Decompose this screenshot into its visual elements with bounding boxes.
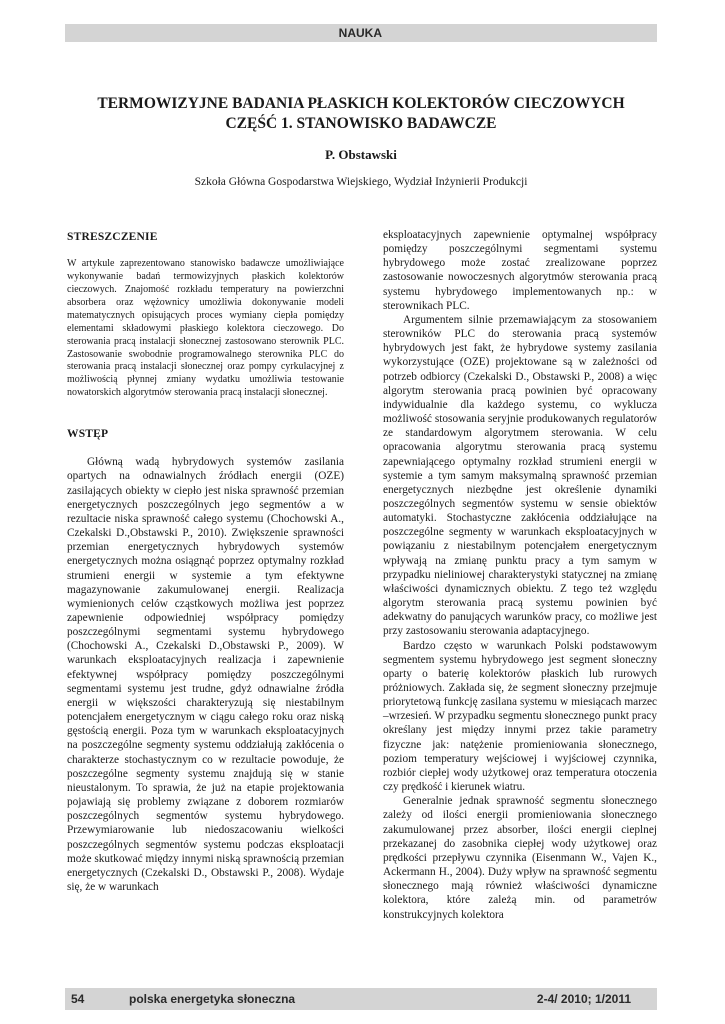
affiliation: Szkoła Główna Gospodarstwa Wiejskiego, Wydział Inżynierii Produkcji bbox=[194, 176, 528, 188]
intro-heading: WSTĘP bbox=[67, 428, 109, 441]
footer-bar bbox=[65, 988, 657, 1010]
paragraph: Argumentem silnie przemawiającym za stosowaniem sterowników PLC do sterowania pracą systemów hybrydowych jest fakt, że hybrydowe systemy zasilania wykorzystujące (OZE) projektowane są w zależności od potrzeb odbiorcy (Czekalski D., Obstawski P., 2008) a więc algorytm sterowania pracą powinien być opracowany indywidualnie dla każdego systemu, co wyklucza możliwość stosowania seryjnie produkowanych regulatorów ze standardowym algorytmem sterowania. W celu opracowania algorytmu sterowania pracą systemu zapewniającego optymalny rozkład strumieni energii w systemie a tym samym maksymalną sprawność przemian energetycznych niezbędne jest określenie dynamiki poszczególnych segmentów systemu w sensie obiektów automatyki. Stochastyczne zakłócenia oddziałujące na poszczególne segmenty w warunkach eksploatacyjnych w powiązaniu z niestabilnym potencjałem energetycznym wpływają na zmianę punktu pracy a tym samym w przypadku nieliniowej charakterystyki statycznej na zmianę właściwości dynamicznych obiektu. Z tego też względu algorytm sterowania pracą systemu powinien być adekwatny do panujących warunków pracy, co możliwe jest przy zastosowaniu sterowania adaptacyjnego. bbox=[383, 313, 657, 638]
paragraph: Bardzo często w warunkach Polski podstawowym segmentem systemu hybrydowego jest segment słoneczny oparty o baterię kolektorów płaskich lub rurowych próżniowych. Zakłada się, że segment słoneczny przejmuje priorytetową funkcję zasilana systemu w miesiącach marzec –wrzesień. W przypadku segmentu słonecznego punkt pracy określany jest między innymi przez takie parametry fizyczne jak: natężenie promieniowania słonecznego, poziom temperatury wejściowej i wyjściowej czynnika, rozbiór ciepłej wody użytkowej oraz temperatura otoczenia czy prędkość i kierunek wiatru. bbox=[383, 639, 657, 794]
issue-number: 2-4/ 2010; 1/2011 bbox=[536, 992, 631, 1006]
paragraph: eksploatacyjnych zapewnienie optymalnej współpracy pomiędzy poszczególnymi segmentami systemu hybrydowego może zostać zrealizowane poprzez zastosowanie nowoczesnych algorytmów sterowania pracą systemu hybrydowego implementowanych np.: w sterownikach PLC. bbox=[383, 229, 657, 312]
title-line-1: TERMOWIZYJNE BADANIA PŁASKICH KOLEKTORÓW CIECZOWYCH bbox=[97, 95, 625, 112]
section-header-bar bbox=[65, 24, 657, 42]
page-number: 54 bbox=[71, 992, 85, 1006]
abstract-text: W artykule zaprezentowano stanowisko badawcze umożliwiające wykonywanie badań termowizyjnych płaskich kolektorów cieczowych. Znajomość rozkładu temperatury na powierzchni absorbera oraz wężownicy umożliwia dokonywanie modeli matematycznych opisujących proces wymiany ciepła pomiędzy elementami składowymi płaskiego kolektora cieczowego. Do sterowania pracą instalacji słonecznej zastosowano sterownik PLC. Zastosowanie swobodnie programowalnego sterownika PLC do sterowania pracą instalacji słonecznej oraz pompy cyrkulacyjnej z możliwością płynnej zmiany wydatku umożliwia testowanie nowatorskich algorytmów sterowania pracą instalacji słonecznej. bbox=[67, 258, 344, 399]
article-title bbox=[65, 94, 657, 134]
section-label: NAUKA bbox=[338, 26, 382, 40]
journal-name: polska energetyka słoneczna bbox=[129, 992, 296, 1006]
paragraph: Generalnie jednak sprawność segmentu słonecznego zależy od ilości energii promieniowania słonecznego zakumulowanej przez absorber, ilości energii cieplnej przekazanej do zasobnika ciepłej wody użytkowej oraz prędkości przepływu czynnika (Eisenmann W., Vajen K., Ackermann H., 2004). Duży wpływ na sprawność segmentu słonecznego mają również właściwości dynamiczne kolektora, które zależą min. od parametrów konstrukcyjnych kolektora bbox=[383, 795, 657, 921]
title-line-2: CZĘŚĆ 1. STANOWISKO BADAWCZE bbox=[225, 115, 497, 132]
abstract-heading: STRESZCZENIE bbox=[67, 231, 158, 243]
intro-text: Główną wadą hybrydowych systemów zasilania opartych na odnawialnych źródłach energii (OZE) zasilających obiekty w ciepło jest niska sprawność przemian energetycznych poszczególnych jego segmentów a w rezultacie niska sprawność całego systemu (Chochowski A., Czekalski D.,Obstawski P., 2010). Zwiększenie sprawności przemian energetycznych hybrydowych systemów energetycznych można osiągnąć poprzez optymalny rozkład strumieni energii w systemie a tym efektywne magazynowanie zakumulowanej energii. Realizacja wymienionych celów cząstkowych możliwa jest poprzez zapewnienie odpowiedniej współpracy pomiędzy poszczególnymi segmentami systemu hybrydowego (Chochowski A., Czekalski D.,Obstawski P., 2009). W warunkach eksploatacyjnych realizacja i zapewnienie efektywnej współpracy pomiędzy poszczególnymi segmentami systemu jest trudne, gdyż odnawialne źródła energii w większości charakteryzują się niestabilnym potencjałem energetycznym w ciągu całego roku oraz niską gęstością energii. Poza tym w warunkach eksploatacyjnych na poszczególne segmenty systemu oddziałują zakłócenia o charakterze stochastycznym co w rezultacie powoduje, że poszczególne segmenty systemu znajdują się w stanie nieustalonym. To sprawia, że już na etapie projektowania pojawiają się problemy związane z doborem rozmiarów poszczególnych segmentów systemu hybrydowego. Przewymiarowanie lub niedoszacowaniu wielkości poszczególnych segmentów systemu podczas eksploatacji może skutkować między innymi niską sprawnością przemian energetycznych (Czekalski D., Obstawski P., 2008). Wydaje się, że w warunkach bbox=[67, 456, 344, 893]
left-column bbox=[67, 228, 344, 894]
right-column bbox=[383, 228, 657, 922]
author: P. Obstawski bbox=[325, 147, 397, 162]
